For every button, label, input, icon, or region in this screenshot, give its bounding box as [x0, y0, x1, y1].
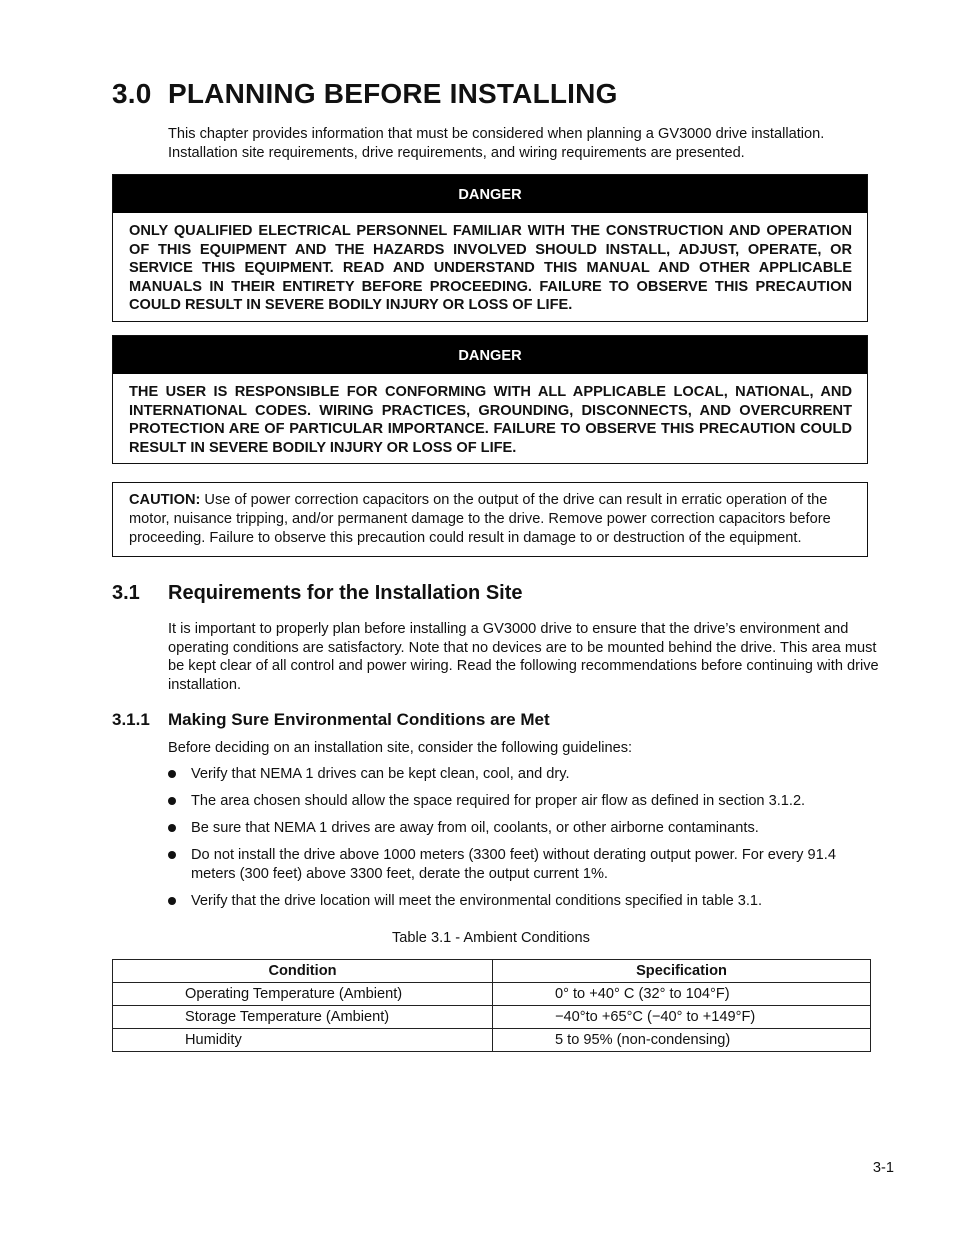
list-item-text: Be sure that NEMA 1 drives are away from oil, coolants, or other airborne contaminants.	[191, 820, 759, 836]
list-item	[168, 819, 868, 838]
danger-box-codes	[112, 335, 868, 464]
caution-label: CAUTION:	[129, 492, 201, 508]
caution-box	[112, 482, 868, 557]
list-item	[168, 765, 868, 784]
caution-body: Use of power correction capacitors on the output of the drive can result in erratic operation of the motor, nuisance tripping, and/or permanent damage to the drive. Remove power correction capacitors before proceeding. Failure to observe this precaution could result in damage to or destruction of the equipment.	[129, 492, 831, 546]
column-header: Condition	[113, 960, 493, 983]
column-header: Specification	[493, 960, 871, 983]
table-cell: Humidity	[113, 1029, 493, 1052]
list-item	[168, 792, 868, 811]
list-item	[168, 846, 868, 884]
bullet-icon	[168, 824, 176, 832]
danger-header: DANGER	[113, 336, 867, 374]
chapter-number: 3.0	[112, 78, 152, 109]
section-heading-3-1	[112, 582, 523, 605]
danger-text: ONLY QUALIFIED ELECTRICAL PERSONNEL FAMILIAR WITH THE CONSTRUCTION AND OPERATION OF THIS EQUIPMENT AND THE HAZARDS INVOLVED SHOULD INSTALL, ADJUST, OPERATE, OR SERVICE THIS EQUIPMENT. READ AND UNDERSTAND THIS MANUAL AND OTHER APPLICABLE MANUALS IN THEIR ENTIRETY BEFORE PROCEEDING. FAILURE TO OBSERVE THIS PRECAUTION COULD RESULT IN SEVERE BODILY INJURY OR LOSS OF LIFE.	[129, 223, 852, 313]
list-item-text: Verify that the drive location will meet the environmental conditions specified in table 3.1.	[191, 893, 763, 909]
table-cell: 0° to +40° C (32° to 104°F)	[493, 983, 871, 1006]
table-caption: Table 3.1 - Ambient Conditions	[392, 930, 590, 946]
bullet-icon	[168, 770, 176, 778]
section-title: Requirements for the Installation Site	[168, 582, 523, 604]
list-item-text: Do not install the drive above 1000 meters (3300 feet) without derating output power. For every 91.4 meters (300 feet) above 3300 feet, derate the output current 1%.	[191, 847, 836, 882]
ambient-conditions-table	[112, 959, 871, 1052]
list-item	[168, 892, 868, 911]
table-header-row	[113, 960, 871, 983]
table-cell: Storage Temperature (Ambient)	[113, 1006, 493, 1029]
table-cell: Operating Temperature (Ambient)	[113, 983, 493, 1006]
section-number: 3.1	[112, 582, 140, 604]
caution-text	[113, 483, 867, 556]
table-row	[113, 1029, 871, 1052]
bullet-icon	[168, 851, 176, 859]
section-3-1-text: It is important to properly plan before installing a GV3000 drive to ensure that the drive’s environment and operating conditions are satisfactory. Note that no devices are to be mounted behind the drive. This area must be kept clear of all control and power wiring. Read the following recommendations before continuing with drive installation.	[168, 621, 879, 693]
guidelines-list	[168, 765, 868, 919]
subsection-number: 3.1.1	[112, 710, 150, 729]
danger-header: DANGER	[113, 175, 867, 213]
page-number: 3-1	[872, 1160, 894, 1176]
bullet-icon	[168, 897, 176, 905]
table-cell: 5 to 95% (non-condensing)	[493, 1029, 871, 1052]
page-title	[112, 78, 618, 110]
chapter-intro: This chapter provides information that must be considered when planning a GV3000 drive installation. Installation site requirements, drive requirements, and wiring requirements are presented.	[168, 126, 825, 161]
danger-box-qualified-personnel	[112, 174, 868, 322]
subsection-title: Making Sure Environmental Conditions are Met	[168, 710, 550, 729]
list-item-text: The area chosen should allow the space required for proper air flow as defined in section 3.1.2.	[191, 793, 806, 809]
table-row	[113, 1006, 871, 1029]
danger-text: THE USER IS RESPONSIBLE FOR CONFORMING WITH ALL APPLICABLE LOCAL, NATIONAL, AND INTERNATIONAL CODES. WIRING PRACTICES, GROUNDING, DISCONNECTS, AND OVERCURRENT PROTECTION ARE OF PARTICULAR IMPORTANCE. FAILURE TO OBSERVE THIS PRECAUTION COULD RESULT IN SEVERE BODILY INJURY OR LOSS OF LIFE.	[129, 384, 852, 456]
section-heading-3-1-1	[112, 710, 550, 730]
guidelines-intro: Before deciding on an installation site, consider the following guidelines:	[168, 740, 633, 756]
table-cell: −40°to +65°C (−40° to +149°F)	[493, 1006, 871, 1029]
list-item-text: Verify that NEMA 1 drives can be kept clean, cool, and dry.	[191, 766, 570, 782]
bullet-icon	[168, 797, 176, 805]
chapter-title: PLANNING BEFORE INSTALLING	[168, 78, 618, 109]
table-row	[113, 983, 871, 1006]
